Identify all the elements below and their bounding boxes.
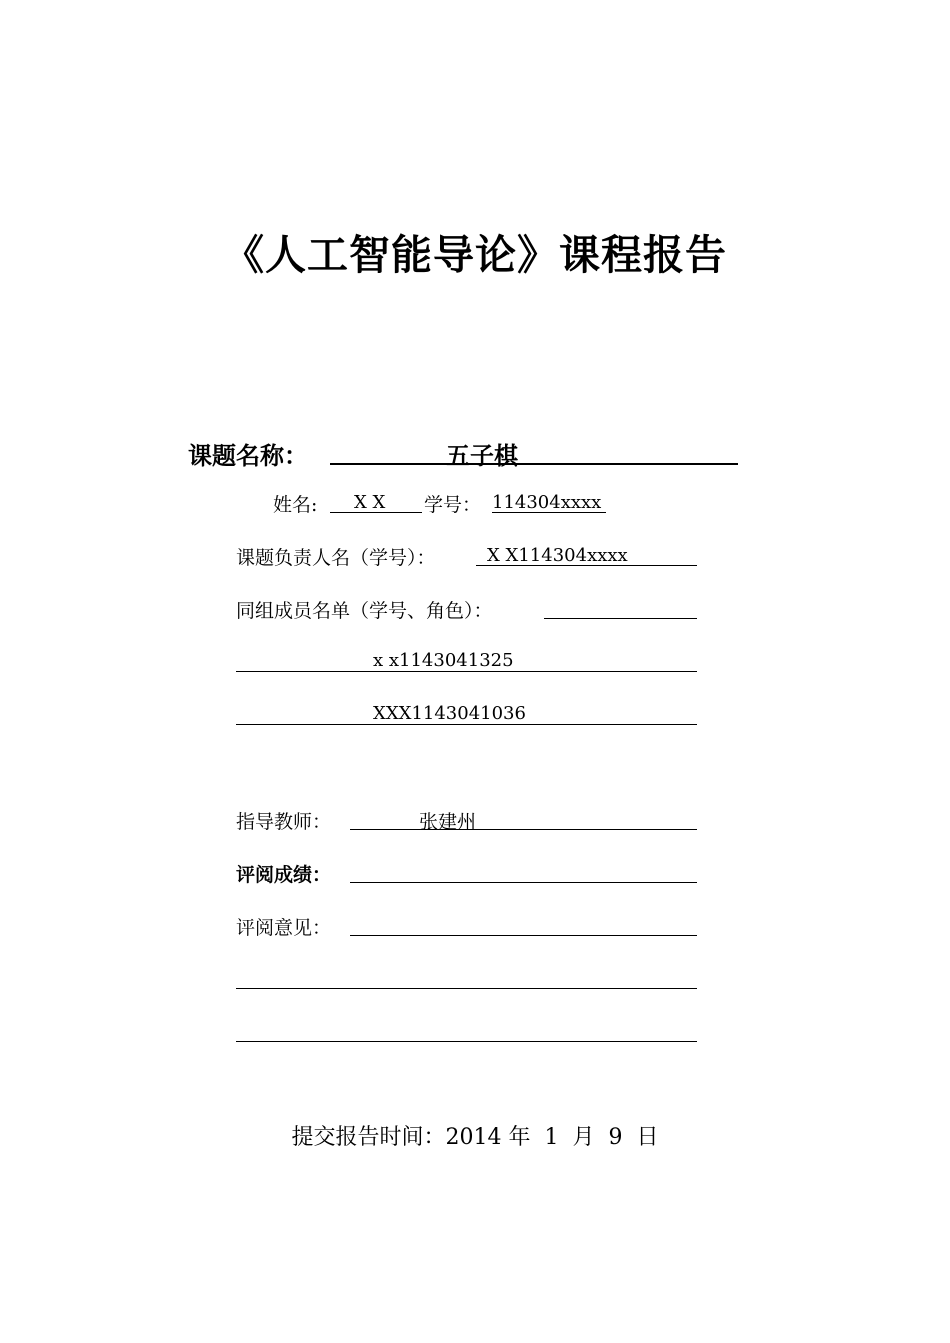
report-title: 《人工智能导论》课程报告 <box>223 231 727 279</box>
submit-date <box>0 1120 950 1151</box>
submit-month: 1 <box>544 1125 559 1150</box>
members-underline <box>544 594 697 619</box>
leader-value: X X114304xxxx <box>487 545 628 566</box>
submit-month-unit: 月 <box>572 1125 595 1150</box>
topic-underline <box>330 436 738 465</box>
comments-underline-3 <box>236 1017 697 1042</box>
name-label: 姓名: <box>273 494 318 516</box>
advisor-value: 张建州 <box>419 811 477 833</box>
submit-year-unit: 年 <box>508 1125 531 1150</box>
advisor-underline <box>350 805 697 830</box>
topic-label: 课题名称： <box>188 442 308 470</box>
comments-label: 评阅意见： <box>236 917 332 939</box>
submit-year: 2014 <box>445 1125 502 1150</box>
comments-underline-1 <box>350 911 697 936</box>
leader-label: 课题负责人名（学号）： <box>236 547 436 569</box>
submit-date-label: 提交报告时间： <box>291 1125 446 1150</box>
grade-label: 评阅成绩： <box>236 864 332 886</box>
topic-value: 五子棋 <box>446 442 518 470</box>
member-1: x x1143041325 <box>373 650 514 671</box>
submit-day: 9 <box>608 1125 623 1150</box>
student-id-value: 114304xxxx <box>492 492 602 513</box>
submit-day-unit: 日 <box>636 1125 659 1150</box>
advisor-label: 指导教师： <box>236 811 332 833</box>
grade-underline <box>350 858 697 883</box>
member-2: XXX1143041036 <box>373 703 526 724</box>
members-label: 同组成员名单（学号、角色）： <box>236 600 493 622</box>
comments-underline-2 <box>236 964 697 989</box>
name-value: X X <box>354 492 386 513</box>
student-id-label: 学号： <box>424 494 482 516</box>
